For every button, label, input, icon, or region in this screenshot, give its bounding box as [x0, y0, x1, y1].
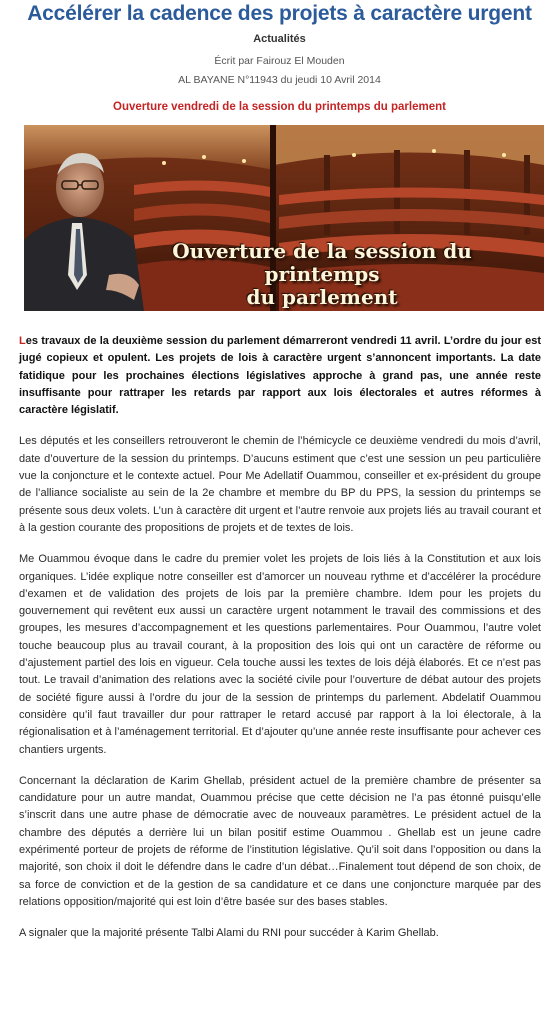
parliament-photo	[24, 125, 544, 311]
lead-paragraph	[19, 333, 541, 419]
article-body	[19, 333, 541, 957]
article-title: Accélérer la cadence des projets à caractère urgent	[27, 2, 532, 25]
closing-paragraph: A signaler que la majorité présente Talbi Alami du RNI pour succéder à Karim Ghellab.	[19, 927, 439, 940]
section-label: Actualités	[253, 33, 306, 45]
photo-caption-line-2: du parlement	[246, 285, 398, 309]
lead-text: es travaux de la deuxième session du parlement démarreront vendredi 11 avril. L’ordre du jour est jugé copieux et opulent. Les projets de lois à caractère urgent s’annoncent importants. La date fatidique pour les prochaines élections législatives approche à grand pas, une année reste insuffisante pour rattraper les retards par rapport aux lois électorales et autres réformes à caractère législatif.	[19, 335, 541, 417]
photo-caption	[112, 240, 532, 309]
photo-caption-line-1: Ouverture de la session du printemps	[172, 239, 472, 286]
author-line: Écrit par Fairouz El Mouden	[214, 55, 345, 67]
article-subtitle: Ouverture vendredi de la session du printemps du parlement	[113, 101, 446, 113]
source-line: AL BAYANE N°11943 du jeudi 10 Avril 2014	[178, 74, 381, 86]
body-paragraph: Les députés et les conseillers retrouveront le chemin de l’hémicycle ce deuxième vendredi du mois d’avril, date d’ouverture de la session du printemps. D’aucuns estiment que c’est une session un peu particulière vue la conjoncture et le contexte actuel. Pour Me Adellatif Ouammou, conseiller et ex-président du groupe de l’alliance socialiste au sein de la 2e chambre et membre du BP du PPS, la session du printemps se présente sous deux volets. L’un à caractère dit urgent et l’autre renvoie aux projets liés au travail courant et à la gestion courante des propositions de projets et de textes de lois.	[19, 435, 541, 534]
body-paragraph: Me Ouammou évoque dans le cadre du premier volet les projets de lois liés à la Constitution et aux lois organiques. L’idée explique notre conseiller est d’amorcer un nouveau rythme et d’accélérer la procédure d’examen et de validation des projets de lois par la première chambre. Idem pour les projets du gouvernement qui revêtent eux aussi un caractère urgent notamment le travail des commissions et des groupes, les mesures d’accompagnement et les questions parlementaires. Pour Ouammou, l’autre volet touche beaucoup plus au travail courant, à la proposition des lois qui ont un caractère de réforme ou d’ajustement partiel des lois en vigueur. Cela touche aussi les textes de lois déjà élaborés. Et ce n’est pas tout. Le travail d’animation des relations avec la société civile pour l’ouverture de débat autour des projets de société figure aussi à l’ordre du jour de la session de printemps du parlement. Abdelatif Ouammou considère qu’il faut travailler dur pour rattraper le retard accusé par rapport à la loi électorale, à la régionalisation et à l’aménagement territorial. Et d’ajouter qu’une année reste insuffisante pour achever ces chantiers urgents.	[19, 553, 541, 756]
body-paragraph: Concernant la déclaration de Karim Ghellab, président actuel de la première chambre de présenter sa candidature pour un autre mandat, Ouammou précise que cette décision ne l’a pas étonné puisqu’elle s’inscrit dans une autre phase de démocratie avec de nouveaux paramètres. Le président actuel de la chambre des députés a derrière lui un bilan positif estime Ouammou . Ghellab est un jeune cadre expérimenté porteur de projets de réforme de l’institution législative. Qu’il soit dans l’opposition ou dans la majorité, son choix il doit le défendre dans le cadre d’un débat…Finalement tout dépend de son choix, de sa force de conviction et de la gestion de sa candidature et ce dans une conjoncture marquée par des relations opposition/majorité qui est loin d’être basée sur des bases stables.	[19, 774, 541, 908]
lead-first-letter: L	[19, 335, 26, 347]
